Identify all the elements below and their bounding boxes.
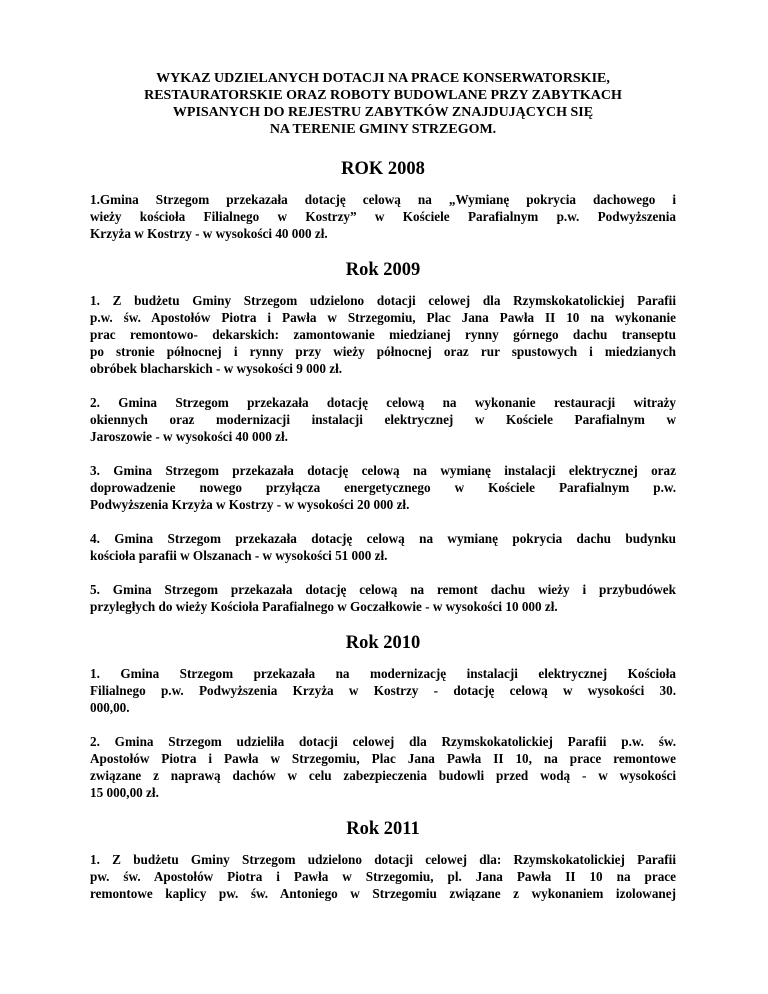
title-line: RESTAURATORSKIE ORAZ ROBOTY BUDOWLANE PRZY ZABYTKACH [144,88,622,103]
paragraph-line: 2. Gmina Strzegom udzieliła dotacji celowej dla Rzymskokatolickiej Parafii p.w. św. [90,734,676,749]
paragraph-line: 5. Gmina Strzegom przekazała dotację celową na remont dachu wieży i przybudówek [90,582,676,597]
section-heading-2011: Rok 2011 [346,819,420,839]
paragraph-line: po stronie północnej i rynny przy wieży północnej oraz rur spustowych i miedzianych [90,344,676,359]
paragraph-line: Apostołów Piotra i Pawła w Strzegomiu, Plac Jana Pawła II 10, na prace remontowe [90,751,676,766]
paragraph-line: prac remontowo- dekarskich: zamontowanie miedzianej rynny górnego dachu transeptu [90,327,676,342]
paragraph-line: związane z naprawą dachów w celu zabezpieczenia budowli przed wodą - w wysokości [90,768,676,783]
title-line: NA TERENIE GMINY STRZEGOM. [269,122,497,137]
paragraph-line: 1. Z budżetu Gminy Strzegom udzielono dotacji celowej dla: Rzymskokatolickiej Parafii [90,852,676,867]
paragraph-2011-1 [90,851,676,902]
paragraph-line: Krzyża w Kostrzy - w wysokości 40 000 zł. [90,226,328,241]
paragraph-line: przyległych do wieży Kościoła Parafialnego w Goczałkowie - w wysokości 10 000 zł. [90,599,558,614]
paragraph-2010-2 [90,733,676,801]
paragraph-2009-2 [90,394,676,445]
paragraph-2009-5 [90,581,676,615]
paragraph-line: 3. Gmina Strzegom przekazała dotację celową na wymianę instalacji elektrycznej oraz [90,463,676,478]
paragraph-line: wieży kościoła Filialnego w Kostrzy” w Kościele Parafialnym p.w. Podwyższenia [90,209,676,224]
paragraph-2009-3 [90,462,676,513]
paragraph-line: 000,00. [90,700,130,715]
paragraph-line: p.w. św. Apostołów Piotra i Pawła w Strzegomiu, Plac Jana Pawła II 10 na wykonanie [90,310,676,325]
paragraph-2008-1 [90,191,676,242]
paragraph-line: okiennych oraz modernizacji instalacji elektrycznej w Kościele Parafialnym w [90,412,676,427]
section-heading-2010: Rok 2010 [345,633,421,653]
paragraph-line: pw. św. Apostołów Piotra i Pawła w Strzegomiu, pl. Jana Pawła II 10 na prace [90,869,676,884]
paragraph-line: kościoła parafii w Olszanach - w wysokości 51 000 zł. [90,548,388,563]
paragraph-line: Filialnego p.w. Podwyższenia Krzyża w Kostrzy - dotację celową w wysokości 30. [90,683,676,698]
paragraph-2009-4 [90,530,676,564]
document-title [90,70,676,138]
paragraph-line: 1. Z budżetu Gminy Strzegom udzielono dotacji celowej dla Rzymskokatolickiej Parafii [90,293,676,308]
paragraph-line: 2. Gmina Strzegom przekazała dotację celową na wykonanie restauracji witraży [90,395,676,410]
section-heading-2009: Rok 2009 [345,260,421,280]
document-page [90,70,676,902]
paragraph-line: Podwyższenia Krzyża w Kostrzy - w wysokości 20 000 zł. [90,497,410,512]
paragraph-line: doprowadzenie nowego przyłącza energetycznego w Kościele Parafialnym p.w. [90,480,676,495]
paragraph-line: 4. Gmina Strzegom przekazała dotację celową na wymianę pokrycia dachu budynku [90,531,676,546]
paragraph-line: 1.Gmina Strzegom przekazała dotację celową na „Wymianę pokrycia dachowego i [90,192,676,207]
title-line: WPISANYCH DO REJESTRU ZABYTKÓW ZNAJDUJĄCYCH SIĘ [172,105,594,120]
title-line: WYKAZ UDZIELANYCH DOTACJI NA PRACE KONSERWATORSKIE, [156,71,610,86]
paragraph-line: 1. Gmina Strzegom przekazała na modernizację instalacji elektrycznej Kościoła [90,666,676,681]
paragraph-2009-1 [90,292,676,377]
paragraph-2010-1 [90,665,676,716]
paragraph-line: obróbek blacharskich - w wysokości 9 000 zł. [90,361,343,376]
paragraph-line: Jaroszowie - w wysokości 40 000 zł. [90,429,288,444]
paragraph-line: 15 000,00 zł. [90,785,159,800]
section-heading-2008: ROK 2008 [341,159,425,179]
paragraph-line: remontowe kaplicy pw. św. Antoniego w Strzegomiu związane z wykonaniem izolowanej [90,886,676,901]
